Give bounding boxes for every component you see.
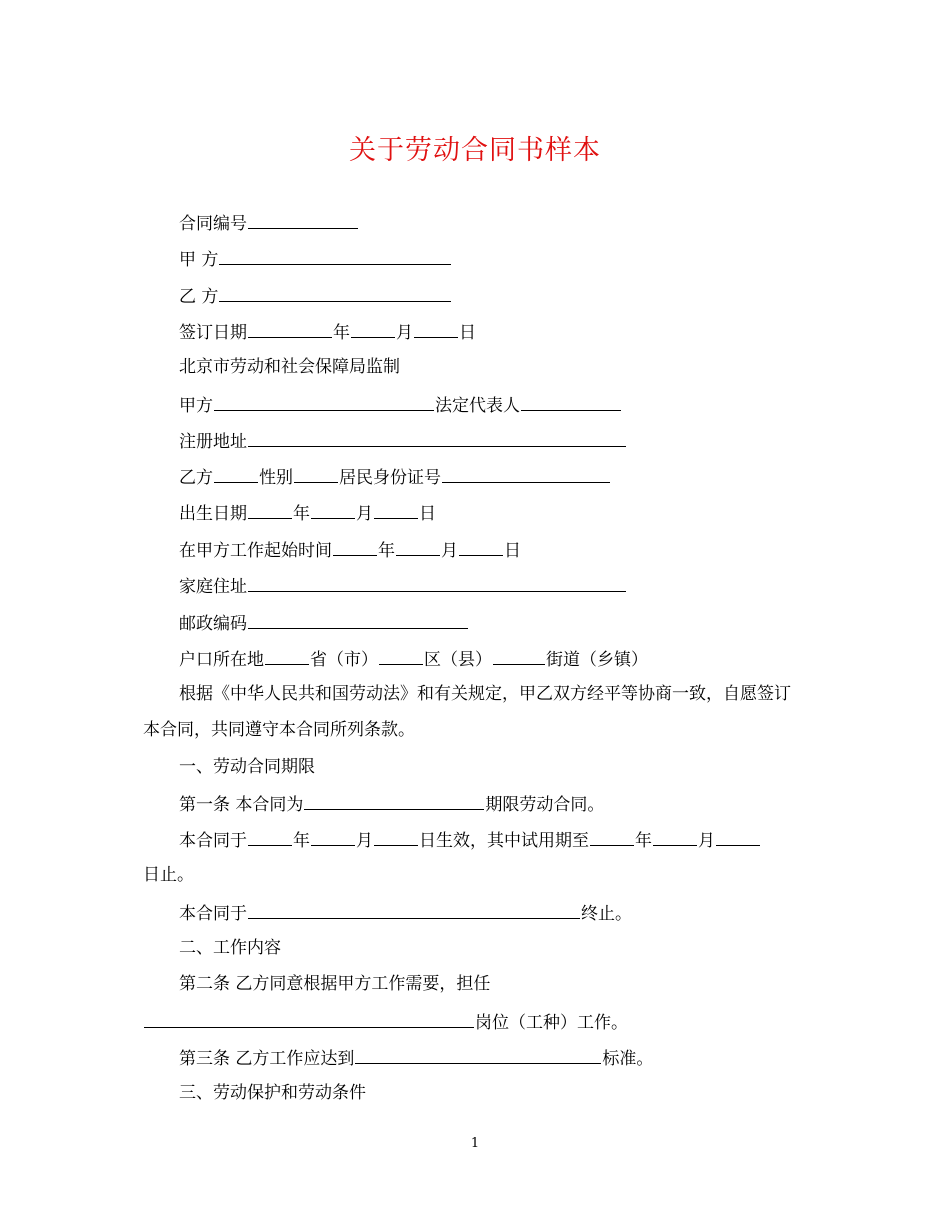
sign-day-blank bbox=[414, 319, 458, 338]
birth-date-line bbox=[179, 500, 436, 526]
effective-line bbox=[179, 827, 761, 853]
article-3-suffix: 标准。 bbox=[602, 1049, 654, 1069]
start-work-line bbox=[179, 537, 521, 563]
party-b2-blank bbox=[214, 464, 258, 483]
reg-address-label: 注册地址 bbox=[179, 432, 247, 452]
article-1-blank bbox=[304, 791, 484, 810]
start-year-blank bbox=[333, 537, 377, 556]
probation-day-blank bbox=[716, 827, 760, 846]
article-2-line: 第二条 乙方同意根据甲方工作需要，担任 bbox=[179, 974, 491, 994]
birth-month-label: 月 bbox=[356, 504, 373, 524]
section-2-heading: 二、工作内容 bbox=[179, 938, 281, 958]
article-3-line bbox=[179, 1045, 653, 1071]
birth-year-blank bbox=[248, 500, 292, 519]
terminate-suffix: 终止。 bbox=[581, 904, 632, 924]
party-a-rep-line bbox=[179, 392, 622, 418]
start-month-label: 月 bbox=[441, 541, 458, 561]
effective-end-line: 日止。 bbox=[143, 865, 194, 885]
party-a2-label: 甲方 bbox=[179, 396, 213, 416]
district-blank bbox=[379, 646, 423, 665]
party-b2-label: 乙方 bbox=[179, 468, 213, 488]
party-b-label: 乙 方 bbox=[179, 287, 219, 307]
id-number-label: 居民身份证号 bbox=[339, 468, 441, 488]
sign-date-line bbox=[179, 319, 476, 345]
contract-number-blank bbox=[248, 210, 358, 229]
birth-day-label: 日 bbox=[419, 504, 436, 524]
hukou-label: 户口所在地 bbox=[179, 650, 264, 670]
home-address-line bbox=[179, 573, 627, 599]
start-month-blank bbox=[396, 537, 440, 556]
party-b-info-line bbox=[179, 464, 611, 490]
start-day-label: 日 bbox=[504, 541, 521, 561]
party-a2-blank bbox=[214, 392, 434, 411]
contract-number-line bbox=[179, 210, 359, 236]
sign-month-blank bbox=[351, 319, 395, 338]
gender-label: 性别 bbox=[259, 468, 293, 488]
contract-number-label: 合同编号 bbox=[179, 214, 247, 234]
article-3-prefix: 第三条 乙方工作应达到 bbox=[179, 1049, 355, 1069]
reg-address-line bbox=[179, 428, 627, 454]
sign-date-label: 签订日期 bbox=[179, 323, 247, 343]
start-year-label: 年 bbox=[378, 541, 395, 561]
street-blank bbox=[493, 646, 545, 665]
effective-year-blank bbox=[248, 827, 292, 846]
home-address-blank bbox=[248, 573, 626, 592]
street-label: 街道（乡镇） bbox=[546, 650, 648, 670]
start-work-label: 在甲方工作起始时间 bbox=[179, 541, 332, 561]
party-b-blank bbox=[219, 283, 451, 302]
home-address-label: 家庭住址 bbox=[179, 577, 247, 597]
birth-month-blank bbox=[311, 500, 355, 519]
birth-day-blank bbox=[374, 500, 418, 519]
legal-rep-label: 法定代表人 bbox=[435, 396, 520, 416]
gender-blank bbox=[294, 464, 338, 483]
reg-address-blank bbox=[248, 428, 626, 447]
id-number-blank bbox=[442, 464, 610, 483]
probation-year-blank bbox=[590, 827, 634, 846]
postal-code-blank bbox=[248, 610, 468, 629]
section-3-heading: 三、劳动保护和劳动条件 bbox=[179, 1083, 366, 1103]
terminate-blank bbox=[248, 900, 580, 919]
effective-day-blank bbox=[374, 827, 418, 846]
article-2-cont-line bbox=[143, 1009, 628, 1035]
postal-code-label: 邮政编码 bbox=[179, 614, 247, 634]
terminate-line bbox=[179, 900, 632, 926]
district-label: 区（县） bbox=[424, 650, 492, 670]
sign-year-blank bbox=[248, 319, 332, 338]
probation-year-label: 年 bbox=[635, 831, 652, 851]
article-1-line bbox=[179, 791, 604, 817]
party-a-line bbox=[179, 246, 452, 272]
article-1-prefix: 第一条 本合同为 bbox=[179, 795, 304, 815]
effective-mid: 日生效，其中试用期至 bbox=[419, 831, 589, 851]
effective-month-blank bbox=[311, 827, 355, 846]
legal-rep-blank bbox=[521, 392, 621, 411]
party-a-blank bbox=[219, 246, 451, 265]
document-title: 关于劳动合同书样本 bbox=[349, 135, 601, 166]
party-a-label: 甲 方 bbox=[179, 250, 219, 270]
effective-prefix: 本合同于 bbox=[179, 831, 247, 851]
birth-year-label: 年 bbox=[293, 504, 310, 524]
preamble-paragraph: 根据《中华人民共和国劳动法》和有关规定，甲乙双方经平等协商一致，自愿签订本合同，共同遵守本合同所列条款。 bbox=[143, 684, 791, 740]
party-b-line bbox=[179, 283, 452, 309]
probation-month-label: 月 bbox=[698, 831, 715, 851]
effective-year-label: 年 bbox=[293, 831, 310, 851]
sign-month-label: 月 bbox=[396, 323, 413, 343]
section-1-heading: 一、劳动合同期限 bbox=[179, 757, 315, 777]
terminate-prefix: 本合同于 bbox=[179, 904, 247, 924]
sign-day-label: 日 bbox=[459, 323, 476, 343]
birth-date-label: 出生日期 bbox=[179, 504, 247, 524]
article-2-suffix: 岗位（工种）工作。 bbox=[475, 1013, 628, 1033]
article-3-blank bbox=[355, 1045, 601, 1064]
supervisor-line: 北京市劳动和社会保障局监制 bbox=[179, 357, 400, 377]
article-2-blank bbox=[144, 1009, 474, 1028]
postal-code-line bbox=[179, 610, 469, 636]
page-number: 1 bbox=[470, 1136, 480, 1151]
sign-year-label: 年 bbox=[333, 323, 350, 343]
province-blank bbox=[265, 646, 309, 665]
effective-month-label: 月 bbox=[356, 831, 373, 851]
hukou-line bbox=[179, 646, 648, 672]
province-label: 省（市） bbox=[310, 650, 378, 670]
article-1-suffix: 期限劳动合同。 bbox=[485, 795, 605, 815]
start-day-blank bbox=[459, 537, 503, 556]
probation-month-blank bbox=[653, 827, 697, 846]
